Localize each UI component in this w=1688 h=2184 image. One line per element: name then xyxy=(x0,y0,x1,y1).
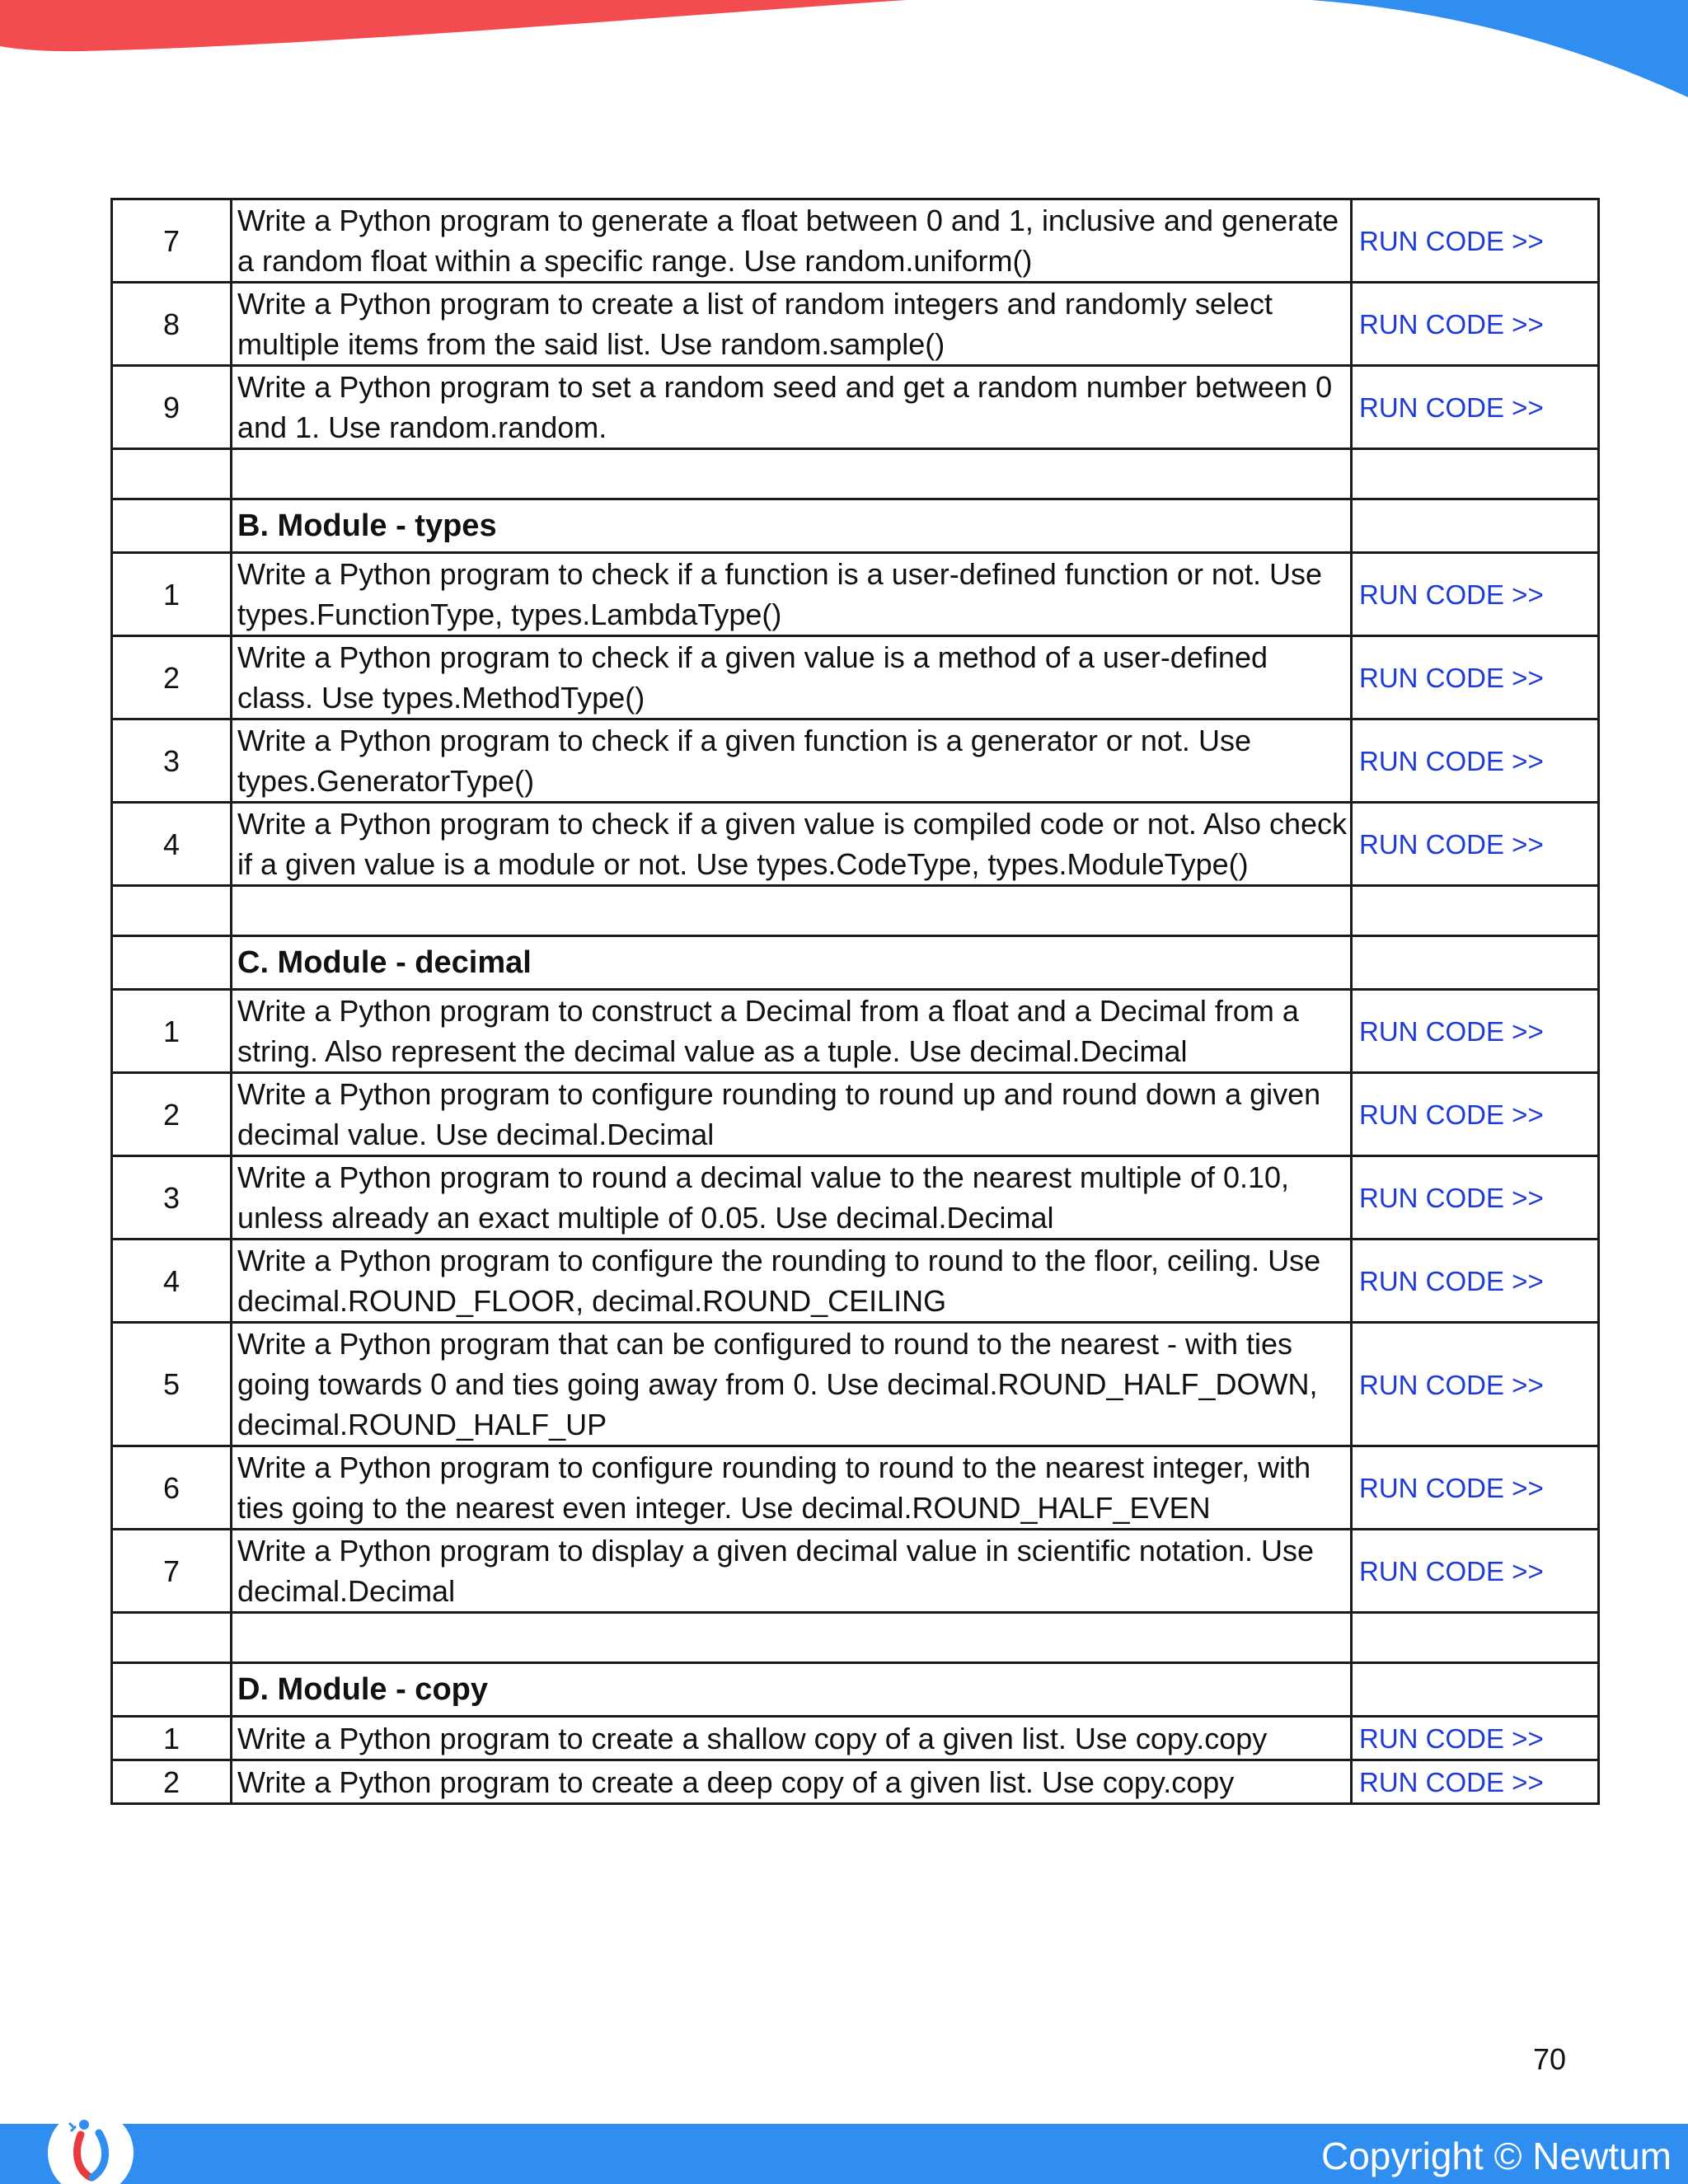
spacer-cell xyxy=(232,886,1352,936)
table-row xyxy=(112,283,1599,366)
exercise-description: Write a Python program to check if a given value is a method of a user-defined class. Use types.MethodType() xyxy=(232,636,1352,719)
table-row xyxy=(112,1760,1599,1804)
heading-empty-cell xyxy=(1352,1663,1599,1717)
exercise-table xyxy=(110,198,1600,1805)
run-code-cell xyxy=(1352,1240,1599,1323)
heading-empty-cell xyxy=(1352,499,1599,553)
spacer-row xyxy=(112,449,1599,499)
table-row xyxy=(112,719,1599,803)
exercise-description: Write a Python program that can be configured to round to the nearest - with ties going towards 0 and ties going away from 0. Use decimal.ROUND_HALF_DOWN, decimal.ROUND_HALF_UP xyxy=(232,1323,1352,1446)
section-heading: C. Module - decimal xyxy=(232,936,1352,990)
table-row xyxy=(112,366,1599,449)
heading-empty-cell xyxy=(112,499,232,553)
table-body xyxy=(112,199,1599,1804)
heading-empty-cell xyxy=(1352,936,1599,990)
spacer-cell xyxy=(112,1613,232,1663)
run-code-link[interactable]: RUN CODE >> xyxy=(1359,392,1544,423)
exercise-number: 4 xyxy=(112,803,232,886)
run-code-cell xyxy=(1352,803,1599,886)
section-heading-row xyxy=(112,1663,1599,1717)
run-code-link[interactable]: RUN CODE >> xyxy=(1359,746,1544,776)
run-code-link[interactable]: RUN CODE >> xyxy=(1359,1723,1544,1754)
run-code-cell xyxy=(1352,1446,1599,1530)
run-code-cell xyxy=(1352,553,1599,636)
exercise-description: Write a Python program to check if a given function is a generator or not. Use types.GeneratorType() xyxy=(232,719,1352,803)
spacer-row xyxy=(112,886,1599,936)
table-row xyxy=(112,1323,1599,1446)
table-row xyxy=(112,1717,1599,1760)
spacer-cell xyxy=(1352,1613,1599,1663)
exercise-description: Write a Python program to construct a Decimal from a float and a Decimal from a string. Also represent the decimal value as a tuple. Use decimal.Decimal xyxy=(232,990,1352,1073)
run-code-link[interactable]: RUN CODE >> xyxy=(1359,1183,1544,1213)
page-number: 70 xyxy=(1532,2042,1566,2076)
run-code-link[interactable]: RUN CODE >> xyxy=(1359,1369,1544,1400)
run-code-cell xyxy=(1352,1323,1599,1446)
run-code-cell xyxy=(1352,366,1599,449)
section-heading-row xyxy=(112,936,1599,990)
run-code-link[interactable]: RUN CODE >> xyxy=(1359,829,1544,860)
spacer-cell xyxy=(232,449,1352,499)
table-row xyxy=(112,1240,1599,1323)
exercise-number: 1 xyxy=(112,1717,232,1760)
heading-empty-cell xyxy=(112,1663,232,1717)
exercise-description: Write a Python program to create a list of random integers and randomly select multiple items from the said list. Use random.sample() xyxy=(232,283,1352,366)
table-row xyxy=(112,636,1599,719)
spacer-cell xyxy=(112,886,232,936)
exercise-number: 2 xyxy=(112,1073,232,1156)
exercise-number: 1 xyxy=(112,990,232,1073)
table-row xyxy=(112,1446,1599,1530)
run-code-cell xyxy=(1352,1760,1599,1804)
run-code-link[interactable]: RUN CODE >> xyxy=(1359,226,1544,256)
run-code-link[interactable]: RUN CODE >> xyxy=(1359,1266,1544,1296)
run-code-link[interactable]: RUN CODE >> xyxy=(1359,1767,1544,1797)
run-code-cell xyxy=(1352,990,1599,1073)
section-heading: B. Module - types xyxy=(232,499,1352,553)
run-code-cell xyxy=(1352,719,1599,803)
exercise-description: Write a Python program to configure rounding to round to the nearest integer, with ties going to the nearest even integer. Use decimal.ROUND_HALF_EVEN xyxy=(232,1446,1352,1530)
exercise-number: 7 xyxy=(112,1530,232,1613)
exercise-number: 6 xyxy=(112,1446,232,1530)
table-row xyxy=(112,1530,1599,1613)
red-swoosh xyxy=(0,0,907,51)
exercise-number: 2 xyxy=(112,1760,232,1804)
exercise-description: Write a Python program to check if a given value is compiled code or not. Also check if a given value is a module or not. Use types.CodeType, types.ModuleType() xyxy=(232,803,1352,886)
heading-empty-cell xyxy=(112,936,232,990)
exercise-number: 9 xyxy=(112,366,232,449)
run-code-cell xyxy=(1352,283,1599,366)
table-row xyxy=(112,1073,1599,1156)
blue-swoosh xyxy=(1311,0,1688,97)
run-code-link[interactable]: RUN CODE >> xyxy=(1359,1099,1544,1130)
exercise-description: Write a Python program to round a decimal value to the nearest multiple of 0.10, unless already an exact multiple of 0.05. Use decimal.Decimal xyxy=(232,1156,1352,1240)
exercise-description: Write a Python program to generate a float between 0 and 1, inclusive and generate a random float within a specific range. Use random.uniform() xyxy=(232,199,1352,283)
exercise-number: 7 xyxy=(112,199,232,283)
exercise-description: Write a Python program to configure the rounding to round to the floor, ceiling. Use decimal.ROUND_FLOOR, decimal.ROUND_CEILING xyxy=(232,1240,1352,1323)
exercise-number: 2 xyxy=(112,636,232,719)
newtum-logo-icon xyxy=(41,2102,140,2184)
exercise-number: 4 xyxy=(112,1240,232,1323)
spacer-cell xyxy=(232,1613,1352,1663)
section-heading-row xyxy=(112,499,1599,553)
run-code-link[interactable]: RUN CODE >> xyxy=(1359,663,1544,693)
table-row xyxy=(112,1156,1599,1240)
table-row xyxy=(112,803,1599,886)
spacer-cell xyxy=(1352,449,1599,499)
exercise-number: 1 xyxy=(112,553,232,636)
spacer-cell xyxy=(1352,886,1599,936)
run-code-link[interactable]: RUN CODE >> xyxy=(1359,309,1544,340)
exercise-number: 3 xyxy=(112,1156,232,1240)
exercise-description: Write a Python program to set a random seed and get a random number between 0 and 1. Use random.random. xyxy=(232,366,1352,449)
run-code-link[interactable]: RUN CODE >> xyxy=(1359,1016,1544,1047)
exercise-number: 8 xyxy=(112,283,232,366)
table-row xyxy=(112,990,1599,1073)
exercise-description: Write a Python program to check if a function is a user-defined function or not. Use types.FunctionType, types.LambdaType() xyxy=(232,553,1352,636)
spacer-cell xyxy=(112,449,232,499)
section-heading: D. Module - copy xyxy=(232,1663,1352,1717)
exercise-description: Write a Python program to create a shallow copy of a given list. Use copy.copy xyxy=(232,1717,1352,1760)
run-code-link[interactable]: RUN CODE >> xyxy=(1359,1556,1544,1586)
exercise-description: Write a Python program to create a deep copy of a given list. Use copy.copy xyxy=(232,1760,1352,1804)
header-decoration xyxy=(0,0,1688,107)
exercise-description: Write a Python program to configure rounding to round up and round down a given decimal value. Use decimal.Decimal xyxy=(232,1073,1352,1156)
table-row xyxy=(112,553,1599,636)
run-code-cell xyxy=(1352,1073,1599,1156)
copyright-text: Copyright © Newtum xyxy=(1320,2135,1672,2177)
run-code-cell xyxy=(1352,1717,1599,1760)
run-code-cell xyxy=(1352,1156,1599,1240)
run-code-cell xyxy=(1352,636,1599,719)
exercise-number: 5 xyxy=(112,1323,232,1446)
run-code-link[interactable]: RUN CODE >> xyxy=(1359,579,1544,610)
run-code-link[interactable]: RUN CODE >> xyxy=(1359,1473,1544,1503)
table-row xyxy=(112,199,1599,283)
exercise-number: 3 xyxy=(112,719,232,803)
run-code-cell xyxy=(1352,1530,1599,1613)
exercise-description: Write a Python program to display a given decimal value in scientific notation. Use decimal.Decimal xyxy=(232,1530,1352,1613)
spacer-row xyxy=(112,1613,1599,1663)
run-code-cell xyxy=(1352,199,1599,283)
